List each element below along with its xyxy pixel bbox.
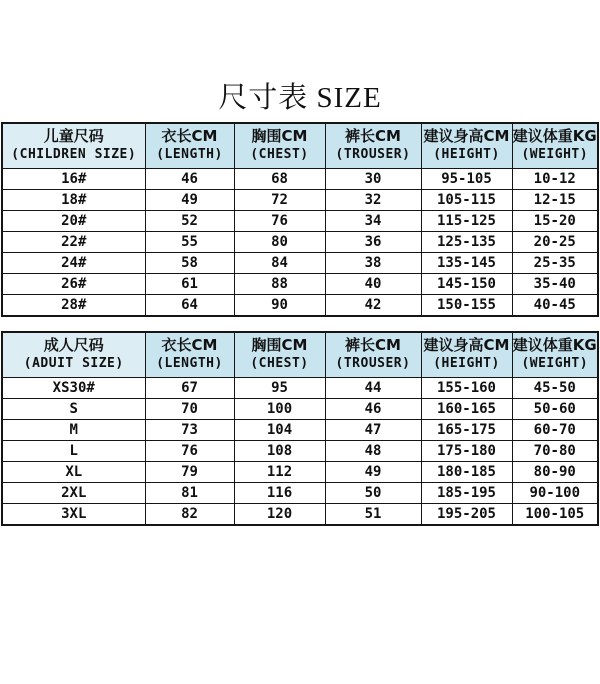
chest-cell: 84 (234, 253, 325, 274)
length-cell: 55 (145, 232, 234, 253)
weight-cell: 90-100 (512, 483, 598, 504)
size-table-row (2, 274, 598, 295)
size-table-row (2, 253, 598, 274)
height-cell: 180-185 (421, 462, 512, 483)
weight-header-cell (512, 332, 598, 378)
chest-cell: 100 (234, 399, 325, 420)
chest-cell: 104 (234, 420, 325, 441)
size-cell: XS30# (2, 378, 145, 399)
height-cell: 155-160 (421, 378, 512, 399)
size-cell: L (2, 441, 145, 462)
size-cell: XL (2, 462, 145, 483)
trouser-cell: 32 (325, 190, 421, 211)
chest-header-cell (234, 123, 325, 169)
chest-cell: 90 (234, 295, 325, 317)
header-label-cn: 裤长CM (345, 336, 401, 354)
trouser-cell: 47 (325, 420, 421, 441)
height-cell: 150-155 (421, 295, 512, 317)
size-table-row (2, 211, 598, 232)
length-cell: 81 (145, 483, 234, 504)
height-header-cell (421, 332, 512, 378)
chest-cell: 76 (234, 211, 325, 232)
adult-size-table (1, 331, 599, 526)
chest-cell: 72 (234, 190, 325, 211)
height-cell: 195-205 (421, 504, 512, 526)
length-cell: 79 (145, 462, 234, 483)
header-label-cn: 建议身高CM (423, 127, 510, 145)
length-cell: 49 (145, 190, 234, 211)
header-label-en: (LENGTH) (156, 147, 223, 162)
header-label-cn: 胸围CM (251, 127, 308, 145)
header-label-en: (CHEST) (250, 147, 309, 162)
height-cell: 160-165 (421, 399, 512, 420)
weight-cell: 80-90 (512, 462, 598, 483)
size-table-row (2, 378, 598, 399)
height-cell: 175-180 (421, 441, 512, 462)
chest-cell: 120 (234, 504, 325, 526)
adult-size-header-cell (2, 332, 145, 378)
children-size-header-cell (2, 123, 145, 169)
children-size-table (1, 122, 599, 317)
height-cell: 115-125 (421, 211, 512, 232)
trouser-cell: 51 (325, 504, 421, 526)
length-cell: 67 (145, 378, 234, 399)
chest-cell: 95 (234, 378, 325, 399)
trouser-cell: 34 (325, 211, 421, 232)
size-table-row (2, 441, 598, 462)
size-table-row (2, 462, 598, 483)
header-label-cn: 胸围CM (251, 336, 308, 354)
trouser-cell: 44 (325, 378, 421, 399)
size-cell: 3XL (2, 504, 145, 526)
chest-header-cell (234, 332, 325, 378)
size-cell: 22# (2, 232, 145, 253)
size-cell: 26# (2, 274, 145, 295)
size-cell: S (2, 399, 145, 420)
header-label-cn: 建议体重KG (512, 127, 597, 145)
header-label-cn: 裤长CM (345, 127, 401, 145)
size-table-row (2, 190, 598, 211)
weight-cell: 10-12 (512, 169, 598, 190)
trouser-cell: 48 (325, 441, 421, 462)
weight-cell: 25-35 (512, 253, 598, 274)
trouser-cell: 49 (325, 462, 421, 483)
length-header-cell (145, 332, 234, 378)
adult-header-row (2, 332, 598, 378)
height-cell: 105-115 (421, 190, 512, 211)
header-label-cn: 衣长CM (161, 127, 218, 145)
trouser-cell: 40 (325, 274, 421, 295)
length-cell: 52 (145, 211, 234, 232)
header-label-en: (WEIGHT) (521, 356, 589, 371)
weight-cell: 60-70 (512, 420, 598, 441)
height-cell: 185-195 (421, 483, 512, 504)
height-cell: 135-145 (421, 253, 512, 274)
size-cell: 20# (2, 211, 145, 232)
size-table-row (2, 295, 598, 317)
weight-cell: 15-20 (512, 211, 598, 232)
header-label-cn: 儿童尺码 (43, 127, 104, 145)
header-label-en: (CHEST) (250, 356, 309, 371)
header-label-en: (HEIGHT) (433, 147, 500, 162)
trouser-header-cell (325, 123, 421, 169)
size-table-row (2, 483, 598, 504)
trouser-cell: 36 (325, 232, 421, 253)
header-label-cn: 成人尺码 (43, 336, 104, 354)
height-cell: 125-135 (421, 232, 512, 253)
size-table-row (2, 504, 598, 526)
header-label-cn: 建议体重KG (512, 336, 597, 354)
size-table-row (2, 399, 598, 420)
header-label-en: (LENGTH) (156, 356, 223, 371)
size-chart-page (0, 84, 600, 526)
size-cell: M (2, 420, 145, 441)
header-label-cn: 建议身高CM (423, 336, 510, 354)
trouser-cell: 42 (325, 295, 421, 317)
size-table-row (2, 232, 598, 253)
header-label-cn: 衣长CM (161, 336, 218, 354)
height-header-cell (421, 123, 512, 169)
height-cell: 165-175 (421, 420, 512, 441)
header-label-en: (HEIGHT) (433, 356, 500, 371)
size-table-row (2, 420, 598, 441)
size-cell: 16# (2, 169, 145, 190)
height-cell: 145-150 (421, 274, 512, 295)
chest-cell: 108 (234, 441, 325, 462)
length-cell: 46 (145, 169, 234, 190)
length-header-cell (145, 123, 234, 169)
length-cell: 82 (145, 504, 234, 526)
trouser-header-cell (325, 332, 421, 378)
chest-cell: 80 (234, 232, 325, 253)
header-label-en: (ADUIT SIZE) (23, 356, 124, 371)
weight-header-cell (512, 123, 598, 169)
size-cell: 28# (2, 295, 145, 317)
chest-cell: 112 (234, 462, 325, 483)
length-cell: 76 (145, 441, 234, 462)
header-label-en: (TROUSER) (335, 356, 411, 371)
length-cell: 64 (145, 295, 234, 317)
weight-cell: 20-25 (512, 232, 598, 253)
children-header-row (2, 123, 598, 169)
chest-cell: 68 (234, 169, 325, 190)
length-cell: 73 (145, 420, 234, 441)
weight-cell: 45-50 (512, 378, 598, 399)
height-cell: 95-105 (421, 169, 512, 190)
header-label-en: (CHILDREN SIZE) (11, 147, 137, 162)
page-title: 尺寸表 SIZE (218, 82, 382, 114)
trouser-cell: 38 (325, 253, 421, 274)
length-cell: 61 (145, 274, 234, 295)
weight-cell: 70-80 (512, 441, 598, 462)
weight-cell: 12-15 (512, 190, 598, 211)
size-cell: 18# (2, 190, 145, 211)
weight-cell: 100-105 (512, 504, 598, 526)
header-label-en: (WEIGHT) (521, 147, 589, 162)
chest-cell: 88 (234, 274, 325, 295)
trouser-cell: 30 (325, 169, 421, 190)
trouser-cell: 46 (325, 399, 421, 420)
header-label-en: (TROUSER) (335, 147, 411, 162)
weight-cell: 40-45 (512, 295, 598, 317)
length-cell: 70 (145, 399, 234, 420)
size-cell: 2XL (2, 483, 145, 504)
size-cell: 24# (2, 253, 145, 274)
weight-cell: 35-40 (512, 274, 598, 295)
length-cell: 58 (145, 253, 234, 274)
chest-cell: 116 (234, 483, 325, 504)
weight-cell: 50-60 (512, 399, 598, 420)
trouser-cell: 50 (325, 483, 421, 504)
size-table-row (2, 169, 598, 190)
